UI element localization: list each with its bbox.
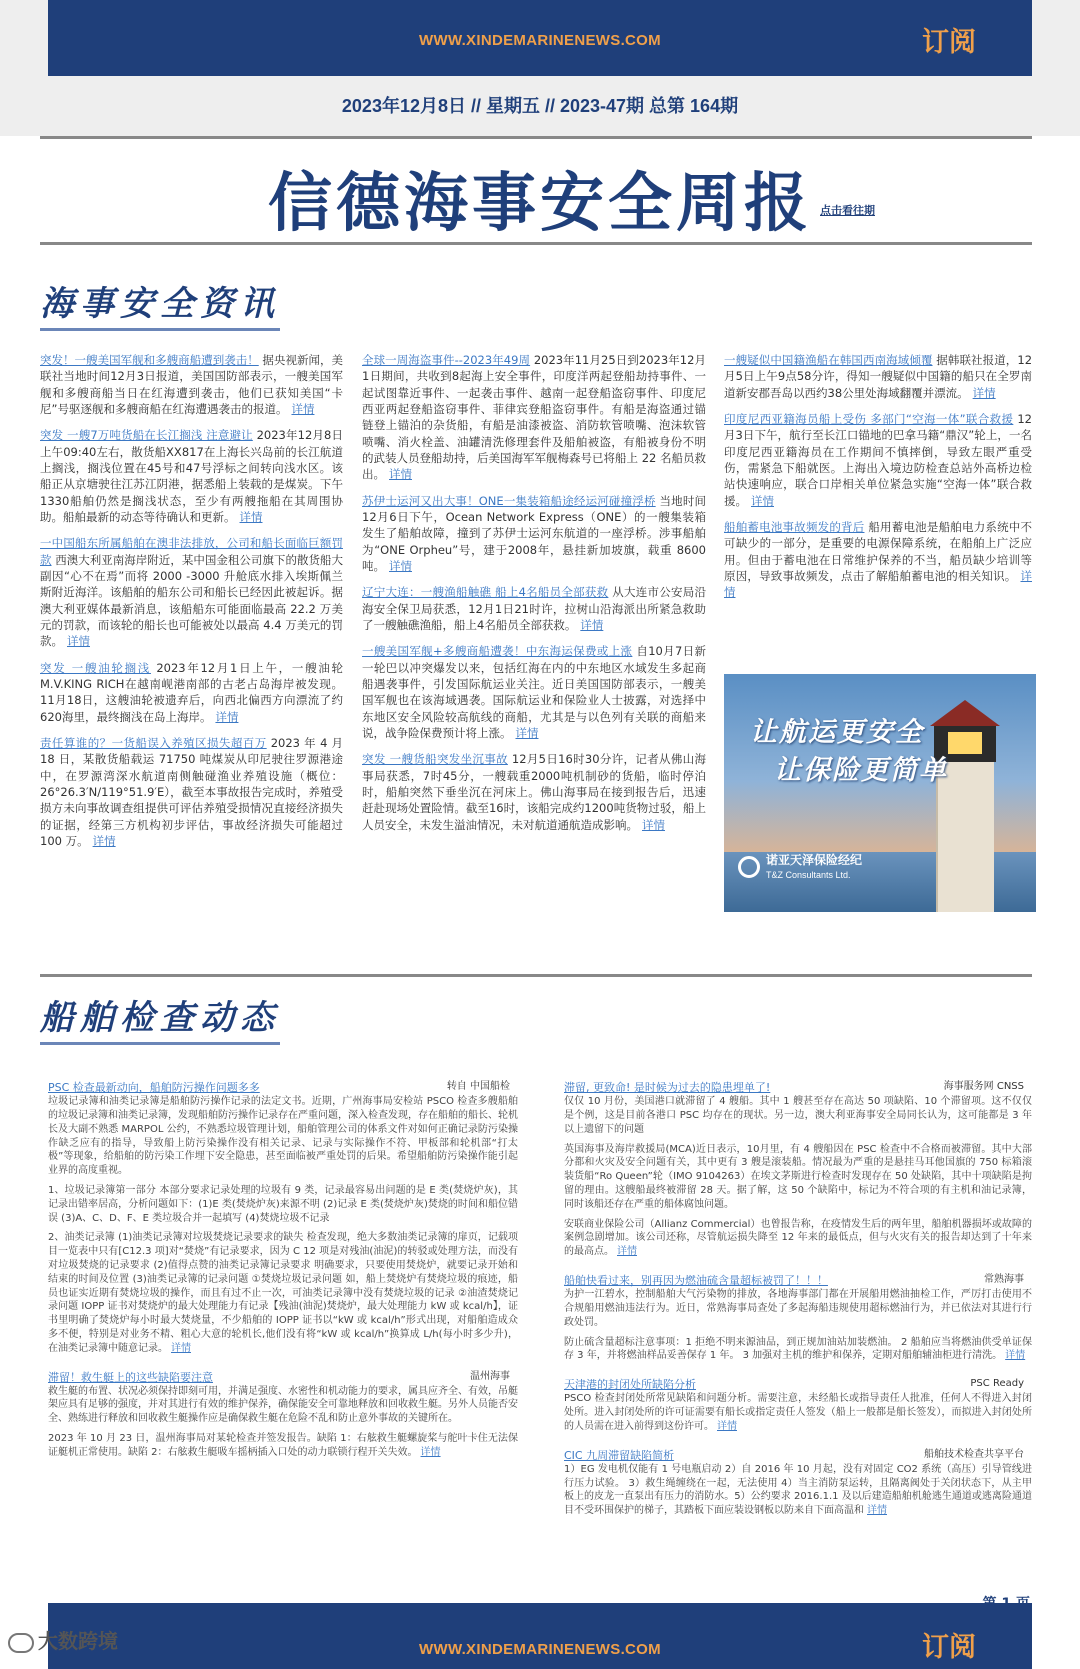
- news-summary: 自10月7日新一轮巴以冲突爆发以来，包括红海在内的中东地区水域发生多起商船遇袭事件，引发国际航运业关注。近日美国国防部表示，一艘美国军舰也在该海域遇袭。国际航运业和保险业人士披露，对选择中东地区安全风险较高航线的商船，尤其是与以色列有关联的商船来说，战争险保费预计将上涨。: [362, 644, 707, 740]
- news-item: [724, 411, 1032, 509]
- article-paragraph: [48, 1184, 518, 1225]
- news-item: [40, 735, 343, 849]
- site-url-link[interactable]: WWW.XINDEMARINENEWS.COM: [419, 32, 661, 49]
- details-link[interactable]: 详情: [389, 558, 412, 573]
- footer-subscribe-button[interactable]: 订阅: [922, 1632, 976, 1663]
- details-link[interactable]: 详情: [239, 509, 263, 524]
- paragraph-text: 1）EG 发电机仅能有 1 号电瓶启动 2）自 2016 年 10 月起，没有对固定 CO2 系统（高压）引导管线进行压力试验。 3）救生绳缠绕在一起，无法使用 4）当主消防泵运转，且隔离阀处于关闭状态下，从主甲板上的皮龙一直泵出有压力的消防水。5）公约要求 2016.1.1 及以后建造船舶机舱逃生通道或逃离险通道目不受环围保护的梯子，其踏板下面应装设钢板以防来自下面高温和: [564, 1463, 1032, 1517]
- news-headline-link[interactable]: 全球一周海盗事件--2023年49周: [362, 353, 531, 367]
- news-item: [40, 427, 343, 525]
- news-column-1: [40, 352, 343, 859]
- news-headline-link[interactable]: 责任算谁的？一货船误入养殖区损失超百万: [40, 735, 267, 750]
- news-summary: 2023年11月25日到2023年12月1日期间，共收到8起海上安全事件，印度洋两起登船劫持事件、一起试图靠近事件、一起袭击事件、越南一起登船盗窃事件、印度尼西亚两起登船盗窃事件、菲律宾登船盗窃事件。有船是海盗通过锚链登上锚泊的杂货船，有船是油漆被盗、消防软管喷嘴、泡沫软管喷嘴、消火栓盖、油罐清洗修理套件及船舶被盗，有船被身份不明的武装人员登船劫持，后美国海军军舰梅森号已将船上 22 名船员救出。: [362, 353, 707, 482]
- inspection-column-left: [48, 1080, 518, 1474]
- paragraph-text: 为护一江碧水，控制船舶大气污染物的排放，各地海事部门都在开展船用燃油抽检工作，严厉打击使用不合规船用燃油违法行为。近日，常熟海事局查处了多起海船违规使用超标燃油行为，并已依法对其进行行政处罚。: [564, 1289, 1032, 1328]
- news-summary: 12月3日下午，航行至长江口锚地的巴拿马籍“鼎汉”轮上，一名印度尼西亚籍海员在工作期间不慎摔倒，导致左眼严重受伤，需紧急下船就医。上海出入境边防检查总站外高桥边检站快速响应，联合口岸相关单位紧急实施“空海一体”联合救援。: [724, 411, 1032, 508]
- news-item: [724, 519, 1032, 601]
- article-header: [48, 1080, 518, 1095]
- details-link[interactable]: 详情: [92, 833, 116, 848]
- details-link[interactable]: 详情: [642, 817, 665, 832]
- article-paragraph: [564, 1336, 1032, 1364]
- article-headline-link[interactable]: PSC 检查最新动向，船舶防污操作问题多多: [48, 1081, 260, 1094]
- news-summary: 西澳大利亚南海岸附近，某中国金租公司旗下的散货船大副因“心不在焉”而将 2000 -3000 升舱底水排入埃斯佩兰斯附近海洋。该船舶的船东公司和船长已经因此被起诉。据澳大利亚媒体最新消息，该船船东可能面临最高 22.2 万美元的罚款，而该轮的船长也可能被处以最高 4.4 万美元的罚款。: [40, 552, 344, 649]
- paragraph-text: 救生艇的布置、状况必须保持即刻可用，并满足强度、水密性和机动能力的要求，属具应齐全、有效，吊艇架应具有足够的强度，并对其进行有效的维护保养，确保能安全可靠地释放和回收救生艇。另外人员能否安全、熟练进行释放和回收救生艇操作应是确保救生艇在危险不乱和防止意外事故的关键所在。: [48, 1385, 518, 1425]
- article-header: [48, 1370, 518, 1385]
- news-headline-link[interactable]: 辽宁大连：一艘渔船触礁 船上4名船员全部获救: [362, 585, 609, 600]
- news-summary: 据央视新闻，美联社当地时间12月3日报道，美国国防部表示，一艘美国军舰和多艘商船当日在红海遭到袭击，他们已获知美国“卡尼”号驱逐舰和多艘商船在红海遭遇袭击的报道。: [40, 353, 344, 416]
- news-headline-link[interactable]: 突发 一艘货船突发坐沉事故: [362, 752, 508, 767]
- article-source: PSC Ready: [970, 1378, 1024, 1390]
- news-headline-link[interactable]: 一艘美国军舰+多艘商船遭袭！中东海运保费或上涨: [362, 644, 633, 659]
- paragraph-text: 2、油类记录簿 (1)油类记录簿对垃圾焚烧记录要求的缺失 检查发现，绝大多数油类记录簿的扉页，记载项目一览表中只有[C12.3 项]对“焚烧”有记录要求，因为 C 12 项是对残油(油泥)的转驳或处理方法，而没有对垃圾焚烧的记录要求 (2)值得点赞的油类记录簿记录要求 明确要求，只要使用焚烧炉，就要记录开始和结束的时间及位置 (3)油类记录簿的记录问题 ①焚烧垃圾记录问题 如，船上焚烧炉有焚烧垃圾的痕迹，船员也证实近期有焚烧垃圾的操作，而且有过不止一次，可油类记录簿中没有焚烧垃圾的记录 ②油渣焚烧记录问题 IOPP 证书对焚烧炉的最大处理能力有记录【残油(油泥)焚烧炉，最大处理能力 kW 或 kcal/h】，证书里明确了焚烧炉每小时最大焚烧量，不少船舶的 IOPP 证书以“kW 或 kcal/h”形式出现，对船舶造成众多不便，特别是对业务不精、粗心大意的轮机长,他们没有将“kW 或 kcal/h”换算成 L/h(每小时多少升)，在油类记录簿中随意记录。: [48, 1232, 518, 1354]
- article-paragraph: [564, 1463, 1032, 1518]
- lighthouse-roof: [930, 700, 1000, 726]
- details-link[interactable]: 详情: [580, 617, 604, 632]
- article-headline-link[interactable]: 滞留, 更致命! 是时候为过去的隐患埋单了!: [564, 1081, 771, 1094]
- news-summary: 船用蓄电池是船舶电力系统中不可缺少的一部分，是重要的电源保障系统，在船舶上广泛应用。但由于蓄电池在日常维护保养的不当，船员缺少培训等原因，导致事故频发，点击了解船舶蓄电池的相关知识。: [724, 519, 1033, 583]
- article-paragraph: [48, 1095, 518, 1178]
- article-source: 常熟海事: [984, 1273, 1024, 1285]
- inspection-article: [48, 1370, 518, 1460]
- footer-url-link[interactable]: WWW.XINDEMARINENEWS.COM: [419, 1641, 661, 1658]
- watermark-logo-icon: [8, 1633, 34, 1653]
- inspection-article: [564, 1377, 1032, 1434]
- article-paragraph: [48, 1385, 518, 1426]
- paragraph-text: 仅仅 10 月份，美国港口就滞留了 4 艘船。其中 1 艘甚至存在高达 50 项缺陷、10 个滞留项。这不仅仅是个例，这是目前各港口 PSC 均存在的现状。另一边，澳大利亚海事安全局同长认为，这可能都是 3 年以上遗留下的问题: [564, 1096, 1032, 1135]
- subscribe-button[interactable]: 订阅: [922, 27, 976, 58]
- paragraph-text: 英国海事及海岸救援局(MCA)近日表示，10月里，有 4 艘船因在 PSC 检查中不合格而被滞留。其中大部分都和火灾及安全问题有关，其中更有 3 艘是滚装船。情况最为严重的是悬挂马耳他国旗的 750 标箱滚装货船“Ro Queen”轮（IMO 9104263）在埃文茅斯进行检查时发现存在 50 处缺陷，其中十项缺陷是拘留的理由。这艘船最终被滞留 28 天。据了解，这 50 个缺陷中，标记为不符合项的有主机和油记录簿，同时该船还存在严重的船体腐蚀问题。: [564, 1143, 1032, 1210]
- news-item: [362, 584, 706, 633]
- ad-slogan-2: 让保险更简单: [774, 755, 948, 786]
- article-headline-link[interactable]: CIC 九周滞留缺陷简析: [564, 1448, 675, 1462]
- broker-name-en: T&Z Consultants Ltd.: [766, 870, 851, 880]
- news-headline-link[interactable]: 一中国船东所属船舶在澳非法排放，公司和船长面临巨额罚款: [40, 536, 343, 567]
- news-summary: 2023 年 4 月 18 日，某散货船载运 71750 吨煤炭从印尼驶往罗源港途中，在罗源湾深水航道南侧触碰渔业养殖设施（概位：26°26.3′N/119°51.9′E），截至本事故报告完成时，养殖受损方未向事故调查组提供可评估养殖受损情况直接经济损失的证据，经第三方机构初步评估，事故经济损失可能超过 100 万。: [40, 735, 343, 848]
- article-header: [564, 1273, 1032, 1288]
- news-headline-link[interactable]: 印度尼西亚籍海员船上受伤 多部门“空海一体”联合救援: [724, 411, 1014, 426]
- article-headline-link[interactable]: 船舶快看过来，别再因为燃油硫含量超标被罚了！！！: [564, 1273, 828, 1287]
- ad-slogan-1: 让航运更安全: [750, 717, 924, 748]
- news-headline-link[interactable]: 苏伊士运河又出大事！ONE一集装箱船途经运河碰撞浮桥: [362, 493, 656, 508]
- details-link[interactable]: 详情: [215, 709, 239, 724]
- details-link[interactable]: 详情: [420, 1446, 441, 1458]
- news-column-3: [724, 352, 1032, 611]
- article-paragraph: [564, 1288, 1032, 1329]
- news-item: [724, 352, 1032, 401]
- article-paragraph: [48, 1432, 518, 1460]
- article-paragraph: [564, 1143, 1032, 1212]
- paragraph-text: 安联商业保险公司（Allianz Commercial）也曾报告称，在疫情发生后的两年里，船舶机器损坏或故障的案例急剧增加。该公司还称，尽管航运损失降至 12 年来的最低点，但与火灾有关的报告却达到了十年来的最高点。: [564, 1218, 1032, 1258]
- details-link[interactable]: 详情: [751, 493, 774, 508]
- article-paragraph: [48, 1231, 518, 1355]
- news-summary: 当地时间12月6日下午，Ocean Network Express（ONE）的一艘集装箱发生了船舶故障，撞到了苏伊士运河东航道的一座浮桥。涉事船舶为“ONE Orpheu”号，建于2008年，悬挂新加坡旗，载重 8600 吨。: [362, 493, 707, 573]
- news-summary: 从大连市公安局沿海安全保卫局获悉，12月1日21时许，拉树山沿海派出所紧急救助了一艘触礁渔船，船上4名船员全部获救。: [362, 585, 706, 632]
- divider: [40, 974, 1032, 977]
- news-headline-link[interactable]: 船舶蓄电池事故频发的背后: [724, 519, 865, 534]
- paragraph-text: 防止硫含量超标注意事项：1 拒绝不明来源油品，到正规加油站加装燃油。 2 船舶应当将燃油供受单证保存 3 年，并将燃油样品妥善保存 1 年。 3 加强对主机的维护和保养，定期对船舶辅油柜进行清洗。: [564, 1336, 1032, 1362]
- top-banner: [48, 0, 1032, 76]
- news-item: [362, 643, 706, 741]
- issue-dateline: 2023年12月8日 // 星期五 // 2023-47期 总第 164期: [341, 96, 739, 116]
- news-summary: 2023年12月8日上午09:40左右，散货船XX817在上海长兴岛前的长江航道上搁浅，搁浅位置在45号和47号浮标之间转向浅水区。该船正从京塘驶往江苏江阴港，据悉船上装载的是煤炭。下午1330船舶仍然是搁浅状态，至少有两艘拖船在其周围协助。船舶最新的动态等待确认和更新。: [40, 428, 343, 524]
- newsletter-title: 信德海事安全周报: [268, 167, 812, 241]
- news-item: [40, 535, 343, 649]
- paragraph-text: 2023 年 10 月 23 日，温州海事局对某轮检查并签发报告。缺陷 1：右舷救生艇螺旋桨与舵叶卡住无法保证艇机正常使用。缺陷 2：右舷救生艇吸车摇柄插入口处的动力联锁行程开关失效。: [48, 1433, 518, 1458]
- details-link[interactable]: 详情: [617, 1246, 637, 1258]
- broker-logo-icon: [738, 856, 760, 878]
- article-header: [564, 1448, 1032, 1463]
- news-item: [40, 352, 343, 417]
- past-issues-link[interactable]: 点击看往期: [820, 204, 875, 217]
- inspection-article: [564, 1080, 1032, 1259]
- paragraph-text: PSCO 检查封闭处所常见缺陷和问题分析。需要注意，未经船长或指导责任人批准，任何人不得进入封闭处所。进入封闭处所的许可证需要有船长或指定责任人签发（船上一般都是船长签发），而拟进入封闭处所的人员需在进入前得到这份许可。: [564, 1393, 1032, 1432]
- divider: [40, 242, 1032, 245]
- details-link[interactable]: 详情: [171, 1342, 191, 1354]
- article-source: 海事服务网 CNSS: [943, 1081, 1024, 1092]
- news-summary: 2023年12月1日上午，一艘油轮M.V.KING RICH在越南岘港南部的古老占岛海岸被发现。11月18日，这艘油轮被遗弃后，向西北偏西方向漂流了约620海里，最终搁浅在岛上海岸。: [40, 660, 343, 724]
- details-link[interactable]: 详情: [717, 1420, 737, 1432]
- news-summary: 12月5日16时30分许，记者从佛山海事局获悉，7时45分，一艘载重2000吨机制砂的货船，临时停泊时，船舶突然下垂坐沉在河床上。佛山海事局在接到报告后，迅速赶赴现场处置险情。截至16时，该船完成约1200吨货物过驳，船上人员安全，未发生溢油情况，未对航道通航造成影响。: [362, 752, 707, 832]
- article-headline-link[interactable]: 滞留！救生艇上的这些缺陷要注意: [48, 1370, 213, 1384]
- article-header: [564, 1080, 1032, 1095]
- news-item: [362, 493, 706, 575]
- inspection-article: [48, 1080, 518, 1356]
- news-summary: 据韩联社报道，12月5日上午9点58分许，得知一艘疑似中国籍的船只在全罗南道新安郡吾岛以西约38公里处海域翻覆并漂流。: [724, 353, 1033, 400]
- article-source: 温州海事: [470, 1370, 510, 1382]
- watermark: [8, 1625, 118, 1654]
- news-headline-link[interactable]: 突发 一艘7万吨货船在长江搁浅 注意避让: [40, 428, 253, 443]
- details-link[interactable]: 详情: [867, 1505, 887, 1517]
- section-title-safety-news: 海事安全资讯: [40, 276, 280, 325]
- news-column-2: [362, 352, 706, 843]
- news-item: [40, 660, 343, 725]
- inspection-column-right: [564, 1080, 1032, 1532]
- paragraph-text: 1、垃圾记录簿第一部分 本部分要求记录处理的垃圾有 9 类，记录最容易出问题的是 E 类(焚烧炉灰)，其记录出错率居高，分析问题如下：(1)E 类(焚烧炉灰)来源不明 (2)记录 E 类(焚烧炉灰)焚烧的时间和船位错误 (3)A、C、D、F、E 类垃圾合并一起填写 (4)焚烧垃圾不记录: [48, 1184, 518, 1224]
- article-source: 转自 中国船检: [446, 1081, 510, 1092]
- masthead: [0, 152, 1080, 244]
- article-headline-link[interactable]: 天津港的封闭处所缺陷分析: [564, 1378, 696, 1392]
- news-headline-link[interactable]: 一艘疑似中国籍渔船在韩国西南海域倾覆: [724, 353, 933, 367]
- details-link[interactable]: 详情: [1005, 1350, 1026, 1362]
- bottom-banner: [48, 1603, 1032, 1669]
- news-item: [362, 751, 706, 833]
- news-item: [362, 352, 706, 483]
- article-header: [564, 1377, 1032, 1392]
- inspection-article: [564, 1448, 1032, 1518]
- paragraph-text: 垃圾记录簿和油类记录簿是船舶防污操作记录的法定文书。近期，广州海事局安检站 PSCO 检查多艘船舶的垃圾记录簿和油类记录簿，发现船舶防污操作记录存在严重问题，深入检查发现，存在船舶的船长、轮机长及大副不熟悉 MARPOL 公约，不熟悉垃圾管理计划，船舶管理公司的体系文件对如何正确记录防污染操作缺乏应有的指导，导致船上防污染操作没有相关记录、记录与实际操作不符、甲板部和轮机部“打太极”等现象，给船舶的防污染工作埋下安全隐患，甚至面临被严重处罚的后果。希望船舶防污染操作能引起业界的高度重视。: [48, 1096, 518, 1177]
- details-link[interactable]: 详情: [724, 568, 1032, 600]
- section-title-ship-inspection: 船舶检查动态: [40, 990, 280, 1039]
- article-paragraph: [564, 1392, 1032, 1433]
- details-link[interactable]: 详情: [389, 467, 412, 482]
- details-link[interactable]: 详情: [972, 385, 996, 400]
- article-paragraph: [564, 1095, 1032, 1136]
- article-source: 船舶技术检查共享平台: [924, 1448, 1024, 1460]
- news-headline-link[interactable]: 突发！一艘美国军舰和多艘商船遭到袭击！: [40, 353, 259, 367]
- details-link[interactable]: 详情: [291, 401, 315, 416]
- news-headline-link[interactable]: 突发 一艘油轮搁浅: [40, 660, 151, 675]
- watermark-text: 大数跨境: [38, 1629, 118, 1653]
- article-paragraph: [564, 1218, 1032, 1259]
- insurance-ad-banner[interactable]: [724, 674, 1036, 912]
- inspection-article: [564, 1273, 1032, 1363]
- divider: [40, 136, 1032, 139]
- details-link[interactable]: 详情: [515, 725, 539, 740]
- details-link[interactable]: 详情: [67, 634, 90, 649]
- broker-name-cn: 诺亚天泽保险经纪: [766, 853, 863, 867]
